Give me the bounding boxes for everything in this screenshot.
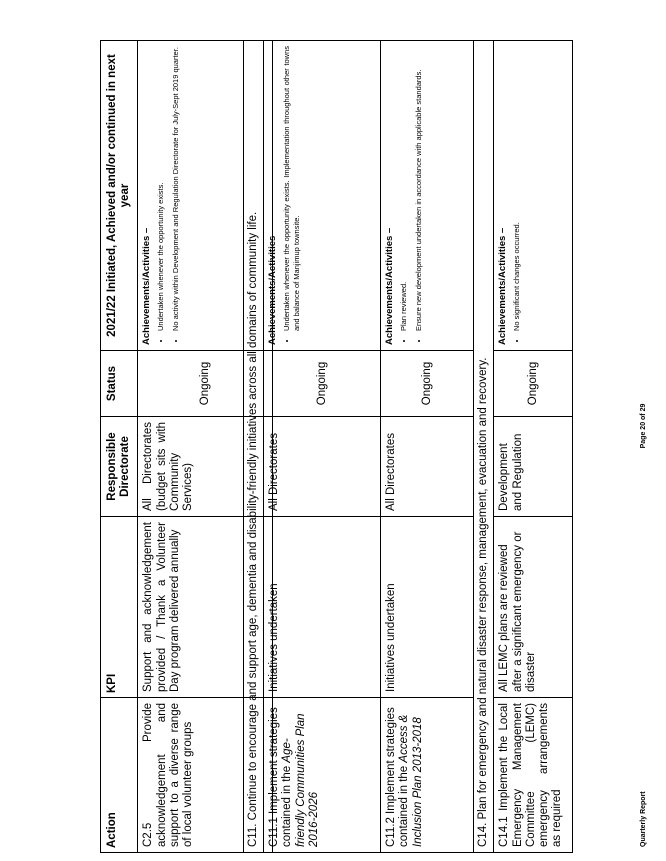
responsible-cell: All Directorates [264, 417, 381, 517]
action-cell [381, 698, 474, 853]
kpi-cell: Support and acknowledgement provided / Thank a Volunteer Day program delivered annually [138, 517, 273, 698]
plan-title: Age-friendly Communities Plan 2016-2026 [281, 713, 320, 847]
kpi-cell: Initiatives undertaken [381, 517, 474, 698]
achievements-list [156, 46, 180, 345]
responsible-cell: Development and Regulation [494, 417, 573, 517]
status-cell: Ongoing [494, 351, 573, 417]
achievements-cell [381, 40, 474, 350]
header-responsible: Responsible Directorate [101, 417, 138, 517]
kpi-cell: All LEMC plans are reviewed after a significant emergency or disaster [494, 517, 573, 698]
kpi-cell: Initiatives undertaken [264, 517, 381, 698]
status-cell: Ongoing [264, 351, 381, 417]
section-heading-row [244, 40, 264, 852]
table-header-row [101, 41, 138, 853]
list-item: • Undertaken whenever the opportunity exists. Implementation throughout other towns and balance of Manjimup townsite. [282, 46, 301, 331]
achievements-cell [494, 40, 573, 350]
table-row [381, 40, 474, 852]
action-cell: C2.5 Provide acknowledgement and support to a diverse range of local volunteer groups [138, 698, 273, 853]
list-item: • Plan reviewed. [399, 46, 408, 331]
header-status: Status [101, 351, 138, 417]
action-text: C11.2 Implement strategies contained in the [385, 707, 411, 847]
achievements-list [512, 46, 521, 345]
responsible-cell: All Directorates (budget sits with Community Services) [138, 417, 273, 517]
section-c14-heading: C14. Plan for emergency and natural disaster response, management, evacuation and recovery. [474, 40, 494, 852]
achievements-cell [264, 40, 381, 350]
section-heading-row [474, 40, 494, 852]
list-item: • Undertaken whenever the opportunity exists. [156, 46, 165, 331]
plan-title: Access & Inclusion Plan 2013-2018 [398, 714, 424, 847]
action-cell: C14.1 Implement the Local Emergency Management Committee (LEMC) emergency arrangements as required [494, 698, 573, 853]
action-text: C11.1 Implement strategies contained in the [268, 707, 294, 847]
footer-page-number: Page 20 of 29 [640, 403, 647, 449]
table-row [494, 40, 573, 852]
header-action: Action [101, 698, 138, 853]
status-cell: Ongoing [381, 351, 474, 417]
list-item: • No activity within Development and Regulation Directorate for July-Sept 2019 quarter. [171, 46, 180, 331]
table-row [264, 40, 381, 852]
header-achievements: 2021/22 Initiated, Achieved and/or continued in next year [101, 41, 138, 351]
list-item: • No significant changes occurred. [512, 46, 521, 331]
table-c11-c14 [243, 40, 573, 853]
list-item: • Ensure new development undertaken in accordance with applicable standards. [414, 46, 423, 331]
achievements-title: Achievements/Activities – [267, 227, 279, 345]
achievements-list [282, 46, 301, 345]
responsible-cell: All Directorates [381, 417, 474, 517]
achievements-title: Achievements/Activities – [497, 227, 509, 345]
achievements-title: Achievements/Activities – [141, 227, 153, 345]
action-cell [264, 698, 381, 853]
footer-report-name: Quarterly Report [640, 791, 647, 847]
section-c11-heading: C11. Continue to encourage and support age, dementia and disability-friendly initiatives across all domains of community life. [244, 40, 264, 852]
achievements-title: Achievements/Activities – [384, 227, 396, 345]
status-cell: Ongoing [138, 351, 273, 417]
header-kpi: KPI [101, 517, 138, 698]
achievements-list [399, 46, 423, 345]
